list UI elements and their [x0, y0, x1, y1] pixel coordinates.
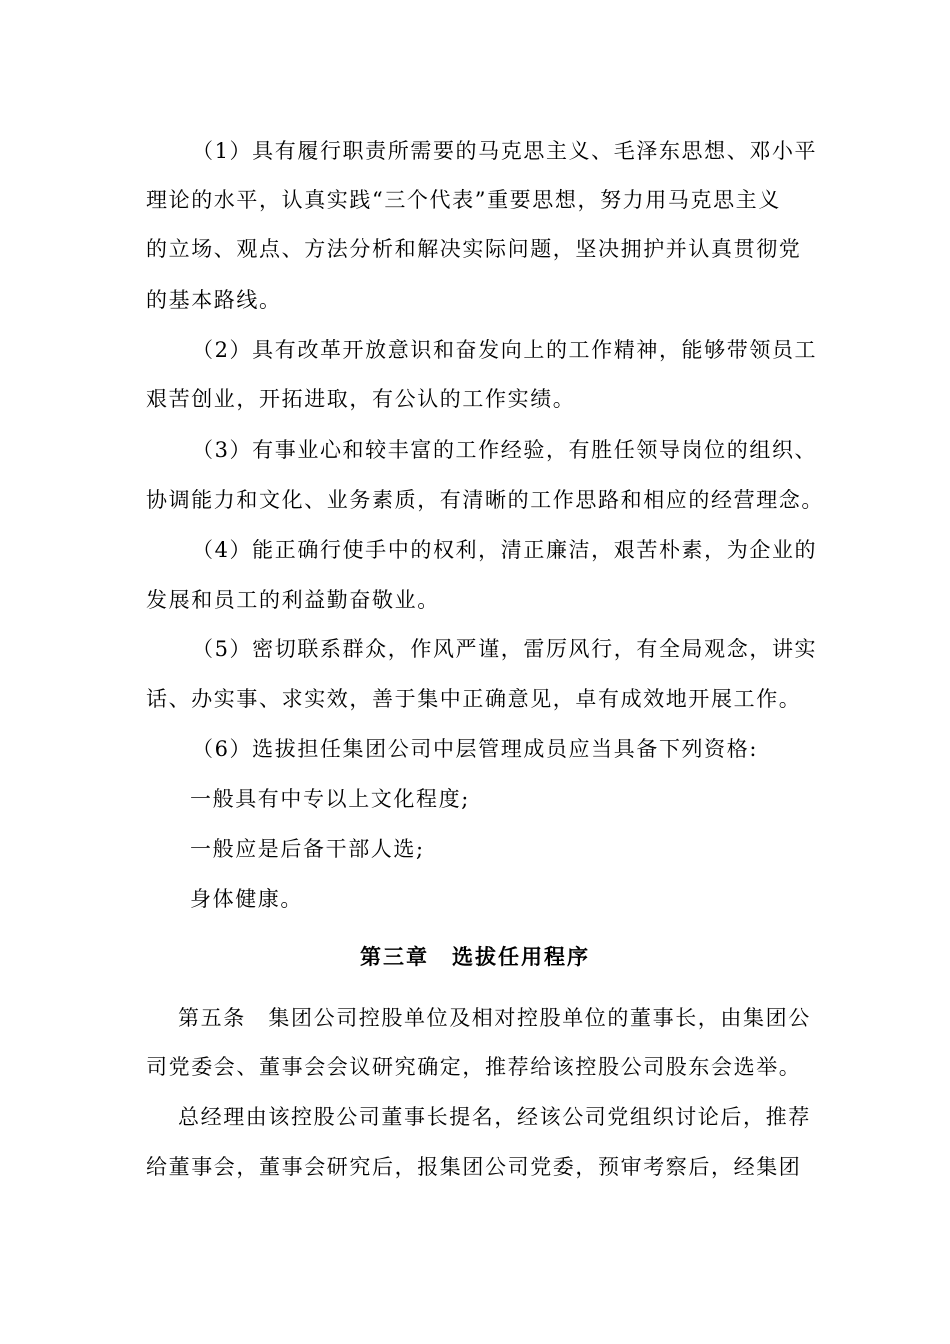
article-5-line-1: 第五条 集团公司控股单位及相对控股单位的董事长，由集团公 — [178, 1006, 811, 1030]
requirement-health: 身体健康。 — [190, 887, 303, 911]
paragraph-3-line-1: （3）有事业心和较丰富的工作经验，有胜任领导岗位的组织、 — [192, 438, 818, 462]
paragraph-1-line-3: 的立场、观点、方法分析和解决实际问题，坚决拥护并认真贯彻党 — [146, 237, 802, 261]
article-5-paragraph-2-line-2: 给董事会，董事会研究后，报集团公司党委，预审考察后，经集团 — [146, 1155, 802, 1179]
paragraph-5-line-1: （5）密切联系群众，作风严谨，雷厉风行，有全局观念，讲实 — [192, 637, 818, 661]
paragraph-6-line-1: （6）选拔担任集团公司中层管理成员应当具备下列资格: — [192, 737, 759, 761]
article-5-paragraph-2-line-1: 总经理由该控股公司董事长提名，经该公司党组织讨论后，推荐 — [178, 1105, 811, 1129]
paragraph-4-line-2: 发展和员工的利益勤奋敬业。 — [146, 588, 440, 612]
paragraph-1-line-4: 的基本路线。 — [146, 288, 282, 312]
requirement-reserve-cadre: 一般应是后备干部人选; — [190, 837, 425, 861]
paragraph-4-line-1: （4）能正确行使手中的权利，清正廉洁，艰苦朴素，为企业的 — [192, 538, 818, 562]
article-5-line-2: 司党委会、董事会会议研究确定，推荐给该控股公司股东会选举。 — [146, 1055, 802, 1079]
chapter-heading: 第三章 选拔任用程序 — [360, 944, 590, 969]
paragraph-2-line-2: 艰苦创业，开拓进取，有公认的工作实绩。 — [146, 387, 576, 411]
paragraph-3-line-2: 协调能力和文化、业务素质，有清晰的工作思路和相应的经营理念。 — [146, 488, 824, 512]
paragraph-1-line-2: 理论的水平，认真实践“三个代表”重要思想，努力用马克思主义 — [146, 188, 781, 212]
paragraph-1-line-1: （1）具有履行职责所需要的马克思主义、毛泽东思想、邓小平 — [192, 139, 818, 163]
paragraph-5-line-2: 话、办实事、求实效，善于集中正确意见，卓有成效地开展工作。 — [146, 687, 802, 711]
paragraph-2-line-1: （2）具有改革开放意识和奋发向上的工作精神，能够带领员工 — [192, 338, 818, 362]
requirement-education: 一般具有中专以上文化程度; — [190, 787, 470, 811]
